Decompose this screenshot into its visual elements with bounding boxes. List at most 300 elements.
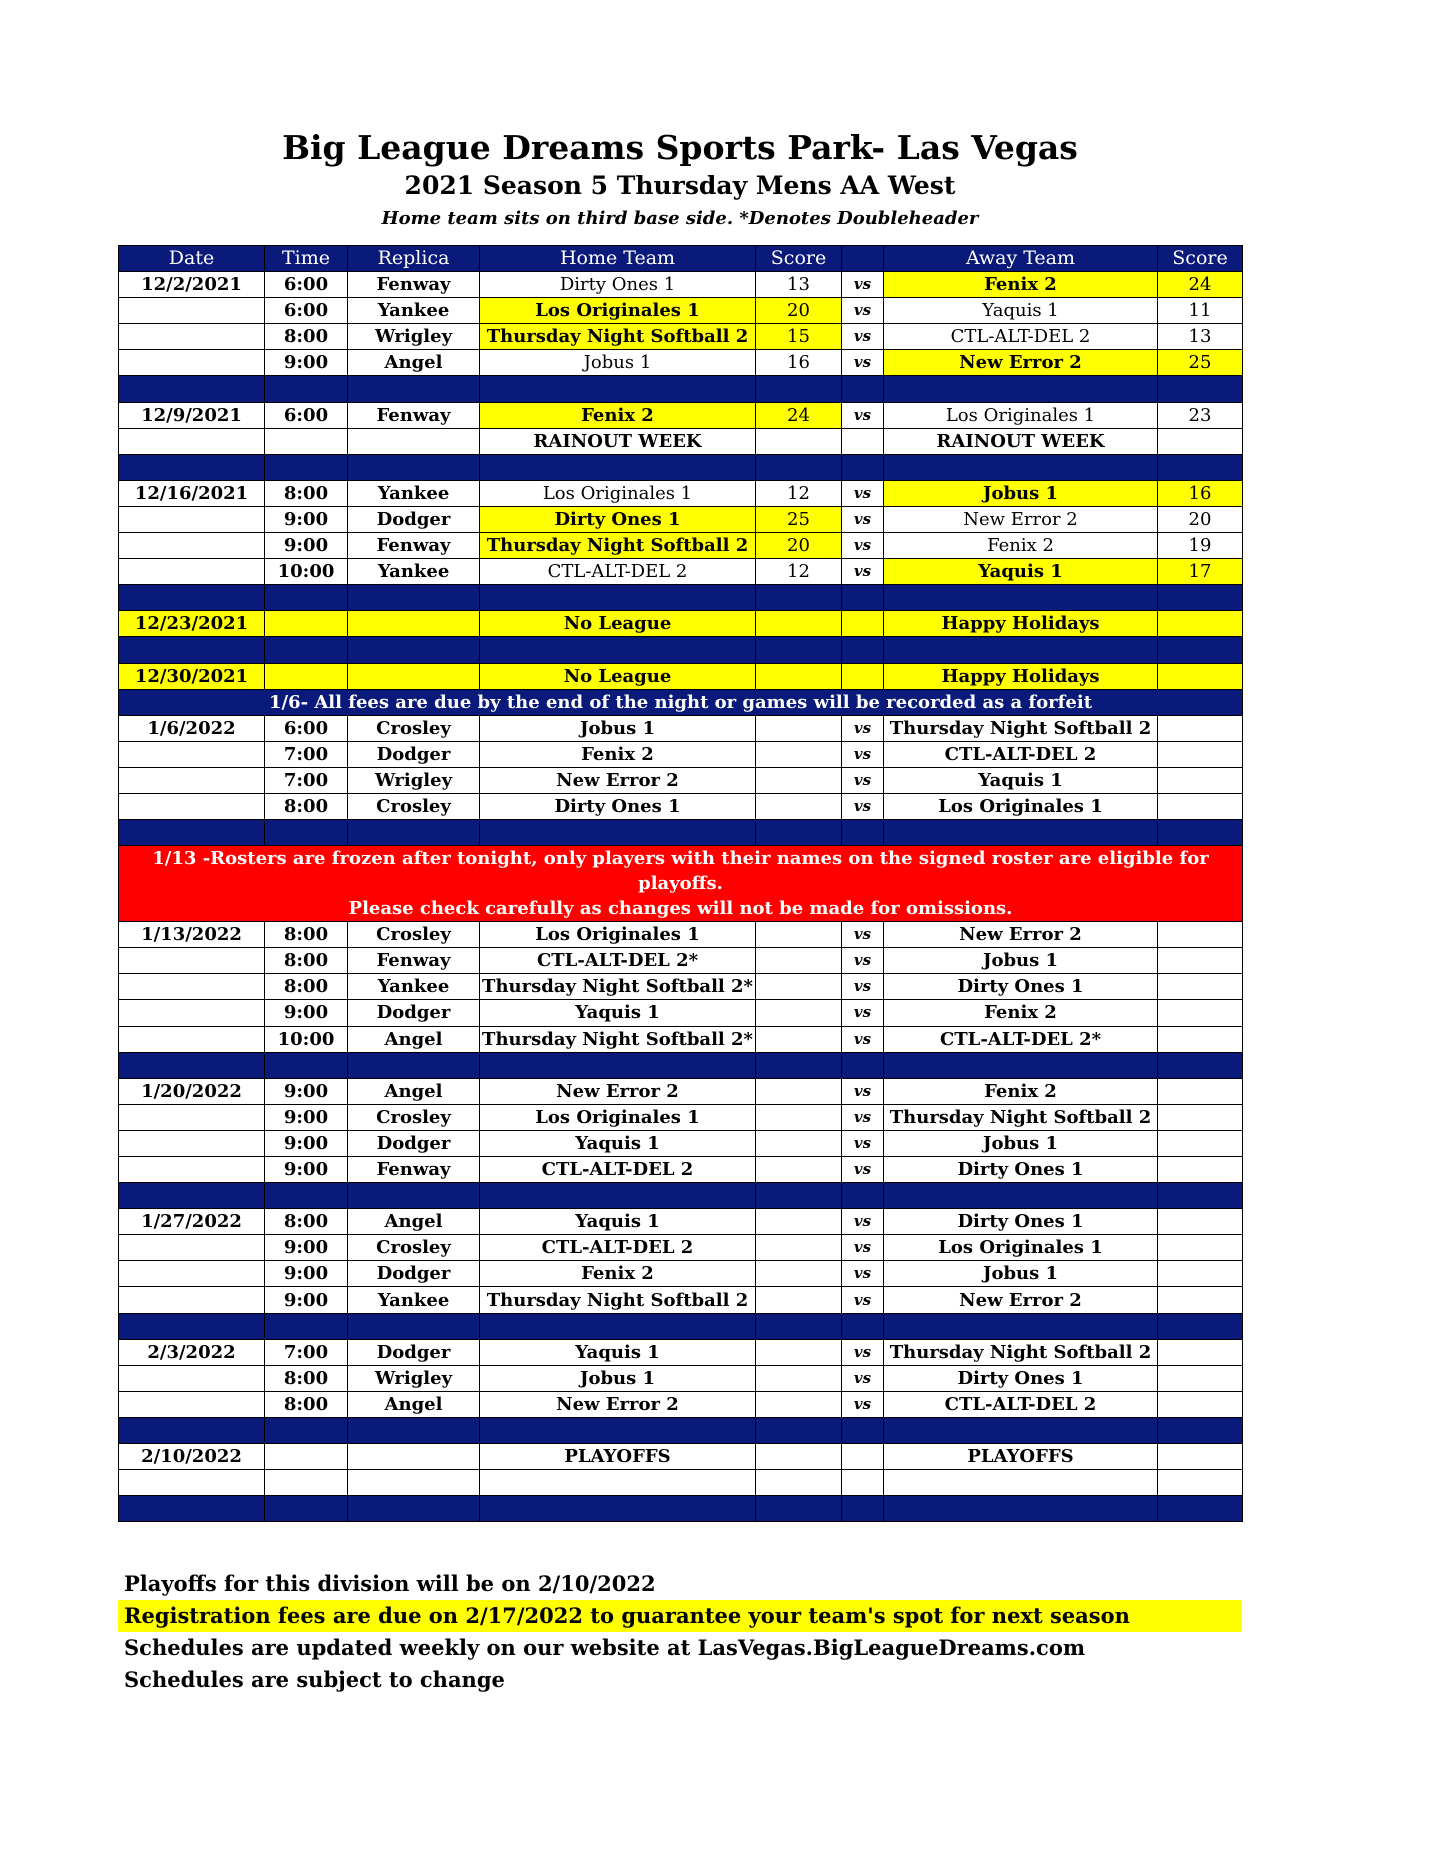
home-team-cell: Jobus 1 — [480, 350, 756, 376]
separator-row — [119, 1313, 1243, 1339]
away-team-cell: Dirty Ones 1 — [884, 1157, 1158, 1183]
time-cell: 8:00 — [265, 793, 348, 819]
vs-cell: vs — [842, 1130, 884, 1156]
home-team-cell: Thursday Night Softball 2* — [480, 974, 756, 1000]
date-cell: 1/20/2022 — [119, 1078, 265, 1104]
home-team-cell: Thursday Night Softball 2 — [480, 533, 756, 559]
separator-cell — [1158, 1313, 1243, 1339]
vs-cell: vs — [842, 1391, 884, 1417]
away-score-cell: 23 — [1158, 402, 1243, 428]
date-cell — [119, 506, 265, 532]
separator-cell — [756, 1183, 842, 1209]
home-score-cell — [756, 974, 842, 1000]
away-team-cell: CTL-ALT-DEL 2 — [884, 741, 1158, 767]
home-score-cell — [756, 1026, 842, 1052]
date-cell — [119, 1261, 265, 1287]
field-cell: Crosley — [348, 922, 480, 948]
date-cell — [119, 974, 265, 1000]
date-cell — [119, 1104, 265, 1130]
away-team-cell: Jobus 1 — [884, 1130, 1158, 1156]
away-score-cell — [1158, 767, 1243, 793]
separator-cell — [480, 376, 756, 402]
field-cell: Wrigley — [348, 1365, 480, 1391]
footer-notes — [118, 1568, 1242, 1696]
date-cell — [119, 350, 265, 376]
date-cell — [119, 533, 265, 559]
date-cell: 12/9/2021 — [119, 402, 265, 428]
time-cell: 9:00 — [265, 506, 348, 532]
away-team-cell: Happy Holidays — [884, 663, 1158, 689]
separator-cell — [265, 454, 348, 480]
away-score-cell — [1158, 1209, 1243, 1235]
away-score-cell — [1158, 1391, 1243, 1417]
separator-cell — [348, 1417, 480, 1443]
home-score-cell: 24 — [756, 402, 842, 428]
time-cell: 6:00 — [265, 402, 348, 428]
vs-cell: vs — [842, 480, 884, 506]
home-score-cell: 12 — [756, 559, 842, 585]
vs-cell: vs — [842, 350, 884, 376]
home-score-cell — [756, 741, 842, 767]
home-team-cell: No League — [480, 611, 756, 637]
game-row — [119, 402, 1243, 428]
date-cell — [119, 324, 265, 350]
date-cell: 12/16/2021 — [119, 480, 265, 506]
date-cell: 2/10/2022 — [119, 1444, 265, 1470]
date-cell: 1/27/2022 — [119, 1209, 265, 1235]
separator-cell — [265, 585, 348, 611]
field-cell — [348, 663, 480, 689]
away-team-cell: New Error 2 — [884, 922, 1158, 948]
holiday-row — [119, 611, 1243, 637]
away-team-cell: Dirty Ones 1 — [884, 1365, 1158, 1391]
separator-cell — [480, 1183, 756, 1209]
game-row — [119, 533, 1243, 559]
away-score-cell: 19 — [1158, 533, 1243, 559]
separator-cell — [842, 585, 884, 611]
date-cell — [119, 1130, 265, 1156]
away-team-cell: CTL-ALT-DEL 2 — [884, 324, 1158, 350]
home-team-cell: Thursday Night Softball 2* — [480, 1026, 756, 1052]
time-cell: 8:00 — [265, 922, 348, 948]
vs-cell — [842, 1470, 884, 1496]
separator-cell — [480, 1052, 756, 1078]
separator-cell — [756, 1052, 842, 1078]
game-row — [119, 428, 1243, 454]
home-team-cell: CTL-ALT-DEL 2* — [480, 948, 756, 974]
separator-cell — [884, 585, 1158, 611]
home-score-cell — [756, 1365, 842, 1391]
vs-cell: vs — [842, 559, 884, 585]
away-score-cell — [1158, 1000, 1243, 1026]
home-team-cell: Dirty Ones 1 — [480, 793, 756, 819]
field-cell: Crosley — [348, 1104, 480, 1130]
game-row — [119, 1365, 1243, 1391]
away-score-cell — [1158, 974, 1243, 1000]
date-cell — [119, 948, 265, 974]
home-score-cell — [756, 948, 842, 974]
field-cell: Fenway — [348, 402, 480, 428]
separator-cell — [756, 1417, 842, 1443]
away-team-cell: CTL-ALT-DEL 2* — [884, 1026, 1158, 1052]
away-score-cell — [1158, 1261, 1243, 1287]
away-score-cell — [1158, 793, 1243, 819]
home-score-cell — [756, 715, 842, 741]
away-score-cell — [1158, 1470, 1243, 1496]
game-row — [119, 922, 1243, 948]
away-score-cell: 17 — [1158, 559, 1243, 585]
away-score-cell — [1158, 1130, 1243, 1156]
separator-cell — [265, 1496, 348, 1522]
game-row — [119, 1130, 1243, 1156]
away-team-cell: Thursday Night Softball 2 — [884, 715, 1158, 741]
away-score-cell — [1158, 1235, 1243, 1261]
separator-row — [119, 454, 1243, 480]
time-cell: 9:00 — [265, 1078, 348, 1104]
time-cell: 8:00 — [265, 1209, 348, 1235]
field-cell: Angel — [348, 1209, 480, 1235]
home-team-cell: Yaquis 1 — [480, 1000, 756, 1026]
home-team-cell: CTL-ALT-DEL 2 — [480, 1157, 756, 1183]
separator-row — [119, 376, 1243, 402]
game-row — [119, 1157, 1243, 1183]
away-score-cell — [1158, 663, 1243, 689]
separator-cell — [842, 1496, 884, 1522]
vs-cell: vs — [842, 298, 884, 324]
field-cell: Dodger — [348, 741, 480, 767]
footer-website-note: Schedules are updated weekly on our website at LasVegas.BigLeagueDreams.com — [124, 1635, 1086, 1660]
separator-cell — [756, 376, 842, 402]
game-row — [119, 480, 1243, 506]
home-score-cell — [756, 1000, 842, 1026]
separator-cell — [348, 585, 480, 611]
time-cell: 9:00 — [265, 1235, 348, 1261]
separator-row — [119, 585, 1243, 611]
separator-cell — [756, 1496, 842, 1522]
game-row — [119, 298, 1243, 324]
time-cell: 8:00 — [265, 1391, 348, 1417]
away-team-cell: Fenix 2 — [884, 1000, 1158, 1026]
separator-cell — [756, 637, 842, 663]
home-score-cell — [756, 1287, 842, 1313]
vs-cell: vs — [842, 715, 884, 741]
separator-cell — [842, 820, 884, 846]
separator-cell — [842, 1417, 884, 1443]
separator-cell — [265, 1313, 348, 1339]
field-cell: Yankee — [348, 559, 480, 585]
away-score-cell — [1158, 1157, 1243, 1183]
away-score-cell — [1158, 428, 1243, 454]
time-cell: 9:00 — [265, 1157, 348, 1183]
separator-cell — [1158, 820, 1243, 846]
vs-cell: vs — [842, 324, 884, 350]
separator-cell — [884, 820, 1158, 846]
time-cell: 6:00 — [265, 715, 348, 741]
field-cell: Yankee — [348, 974, 480, 1000]
vs-cell — [842, 611, 884, 637]
separator-row — [119, 1496, 1243, 1522]
vs-cell — [842, 1444, 884, 1470]
home-team-cell: Dirty Ones 1 — [480, 506, 756, 532]
column-header-home-team: Home Team — [480, 246, 756, 272]
vs-cell: vs — [842, 1235, 884, 1261]
vs-cell: vs — [842, 533, 884, 559]
home-team-cell: Fenix 2 — [480, 402, 756, 428]
home-score-cell: 12 — [756, 480, 842, 506]
home-team-cell — [480, 1470, 756, 1496]
vs-cell: vs — [842, 1026, 884, 1052]
away-score-cell: 25 — [1158, 350, 1243, 376]
separator-cell — [756, 585, 842, 611]
vs-cell: vs — [842, 272, 884, 298]
away-team-cell: Fenix 2 — [884, 533, 1158, 559]
separator-cell — [348, 637, 480, 663]
date-cell: 2/3/2022 — [119, 1339, 265, 1365]
separator-cell — [884, 637, 1158, 663]
separator-cell — [119, 1496, 265, 1522]
game-row — [119, 1026, 1243, 1052]
separator-cell — [265, 1052, 348, 1078]
away-team-cell: CTL-ALT-DEL 2 — [884, 1391, 1158, 1417]
separator-cell — [265, 1183, 348, 1209]
alert-line-1: 1/13 -Rosters are frozen after tonight, only players with their names on the signed roster are eligible for playoffs. — [152, 848, 1209, 895]
field-cell: Crosley — [348, 1235, 480, 1261]
separator-cell — [119, 454, 265, 480]
home-team-cell: Los Originales 1 — [480, 480, 756, 506]
home-team-cell: Thursday Night Softball 2 — [480, 1287, 756, 1313]
home-score-cell — [756, 1339, 842, 1365]
away-team-cell: New Error 2 — [884, 1287, 1158, 1313]
separator-cell — [842, 1313, 884, 1339]
date-cell: 1/6/2022 — [119, 715, 265, 741]
separator-cell — [119, 637, 265, 663]
time-cell: 8:00 — [265, 1365, 348, 1391]
away-team-cell: Yaquis 1 — [884, 767, 1158, 793]
vs-cell: vs — [842, 1339, 884, 1365]
vs-cell: vs — [842, 1209, 884, 1235]
time-cell: 8:00 — [265, 480, 348, 506]
home-team-cell: Yaquis 1 — [480, 1339, 756, 1365]
field-cell: Angel — [348, 1026, 480, 1052]
separator-cell — [884, 1052, 1158, 1078]
time-cell — [265, 1470, 348, 1496]
time-cell — [265, 428, 348, 454]
notice-text: 1/6- All fees are due by the end of the night or games will be recorded as a forfeit — [119, 689, 1243, 715]
schedule-body — [119, 272, 1243, 1522]
header-note: Home team sits on third base side. *Denotes Doubleheader — [381, 208, 979, 229]
away-team-cell: Jobus 1 — [884, 1261, 1158, 1287]
time-cell: 8:00 — [265, 948, 348, 974]
home-score-cell — [756, 793, 842, 819]
separator-cell — [884, 454, 1158, 480]
field-cell: Yankee — [348, 1287, 480, 1313]
time-cell: 8:00 — [265, 324, 348, 350]
away-team-cell: Los Originales 1 — [884, 402, 1158, 428]
field-cell: Yankee — [348, 480, 480, 506]
away-team-cell: Dirty Ones 1 — [884, 1209, 1158, 1235]
time-cell: 6:00 — [265, 272, 348, 298]
away-score-cell — [1158, 1104, 1243, 1130]
field-cell: Dodger — [348, 506, 480, 532]
separator-cell — [480, 1417, 756, 1443]
separator-cell — [1158, 585, 1243, 611]
vs-cell: vs — [842, 948, 884, 974]
separator-cell — [265, 376, 348, 402]
home-score-cell: 15 — [756, 324, 842, 350]
game-row — [119, 350, 1243, 376]
away-score-cell — [1158, 741, 1243, 767]
home-score-cell — [756, 1470, 842, 1496]
home-score-cell — [756, 1078, 842, 1104]
home-team-cell: RAINOUT WEEK — [480, 428, 756, 454]
time-cell: 9:00 — [265, 1287, 348, 1313]
time-cell: 9:00 — [265, 1104, 348, 1130]
separator-cell — [265, 637, 348, 663]
home-team-cell: New Error 2 — [480, 1078, 756, 1104]
game-row — [119, 715, 1243, 741]
separator-cell — [480, 585, 756, 611]
home-team-cell: Jobus 1 — [480, 715, 756, 741]
field-cell: Fenway — [348, 1157, 480, 1183]
date-cell — [119, 1391, 265, 1417]
field-cell: Fenway — [348, 948, 480, 974]
home-team-cell: Los Originales 1 — [480, 922, 756, 948]
field-cell — [348, 611, 480, 637]
separator-cell — [756, 820, 842, 846]
home-team-cell: New Error 2 — [480, 767, 756, 793]
separator-cell — [119, 820, 265, 846]
field-cell: Crosley — [348, 715, 480, 741]
away-score-cell — [1158, 1026, 1243, 1052]
away-team-cell: Los Originales 1 — [884, 793, 1158, 819]
away-score-cell — [1158, 1365, 1243, 1391]
vs-cell: vs — [842, 1000, 884, 1026]
home-score-cell — [756, 922, 842, 948]
home-score-cell — [756, 1444, 842, 1470]
separator-cell — [842, 637, 884, 663]
field-cell: Angel — [348, 1391, 480, 1417]
notice-row — [119, 689, 1243, 715]
field-cell: Fenway — [348, 533, 480, 559]
time-cell: 9:00 — [265, 1130, 348, 1156]
date-cell: 12/23/2021 — [119, 611, 265, 637]
time-cell: 6:00 — [265, 298, 348, 324]
home-score-cell — [756, 1235, 842, 1261]
date-cell: 12/2/2021 — [119, 272, 265, 298]
away-score-cell — [1158, 948, 1243, 974]
game-row — [119, 1444, 1243, 1470]
time-cell — [265, 1444, 348, 1470]
home-score-cell: 25 — [756, 506, 842, 532]
time-cell: 7:00 — [265, 1339, 348, 1365]
separator-cell — [1158, 637, 1243, 663]
away-score-cell — [1158, 715, 1243, 741]
time-cell — [265, 663, 348, 689]
separator-cell — [756, 454, 842, 480]
away-team-cell — [884, 1470, 1158, 1496]
game-row — [119, 767, 1243, 793]
away-team-cell: Thursday Night Softball 2 — [884, 1339, 1158, 1365]
field-cell: Dodger — [348, 1339, 480, 1365]
schedule-table — [118, 245, 1243, 1522]
time-cell: 9:00 — [265, 350, 348, 376]
game-row — [119, 1339, 1243, 1365]
away-score-cell — [1158, 611, 1243, 637]
away-score-cell — [1158, 922, 1243, 948]
field-cell — [348, 1470, 480, 1496]
vs-cell: vs — [842, 1261, 884, 1287]
separator-row — [119, 1183, 1243, 1209]
game-row — [119, 506, 1243, 532]
home-team-cell: Yaquis 1 — [480, 1130, 756, 1156]
date-cell — [119, 1235, 265, 1261]
footer-playoffs-note: Playoffs for this division will be on 2/10/2022 — [124, 1571, 656, 1596]
away-team-cell: Yaquis 1 — [884, 298, 1158, 324]
separator-cell — [119, 1052, 265, 1078]
separator-cell — [884, 1183, 1158, 1209]
separator-row — [119, 637, 1243, 663]
separator-cell — [1158, 1496, 1243, 1522]
time-cell: 7:00 — [265, 741, 348, 767]
home-team-cell: Yaquis 1 — [480, 1209, 756, 1235]
home-team-cell: Thursday Night Softball 2 — [480, 324, 756, 350]
separator-cell — [1158, 376, 1243, 402]
separator-cell — [480, 1313, 756, 1339]
column-header-time: Time — [265, 246, 348, 272]
separator-row — [119, 820, 1243, 846]
separator-cell — [1158, 454, 1243, 480]
field-cell: Crosley — [348, 793, 480, 819]
game-row — [119, 1104, 1243, 1130]
field-cell: Dodger — [348, 1130, 480, 1156]
game-row — [119, 324, 1243, 350]
time-cell: 8:00 — [265, 974, 348, 1000]
away-score-cell: 20 — [1158, 506, 1243, 532]
date-cell — [119, 1365, 265, 1391]
separator-cell — [480, 820, 756, 846]
separator-cell — [842, 454, 884, 480]
alert-cell — [119, 846, 1243, 922]
home-team-cell: CTL-ALT-DEL 2 — [480, 1235, 756, 1261]
away-team-cell: New Error 2 — [884, 506, 1158, 532]
separator-cell — [756, 1313, 842, 1339]
home-score-cell — [756, 428, 842, 454]
home-team-cell: No League — [480, 663, 756, 689]
home-score-cell — [756, 1261, 842, 1287]
away-team-cell: Jobus 1 — [884, 948, 1158, 974]
separator-cell — [348, 376, 480, 402]
game-row — [119, 559, 1243, 585]
vs-cell: vs — [842, 974, 884, 1000]
home-team-cell: New Error 2 — [480, 1391, 756, 1417]
game-row — [119, 1235, 1243, 1261]
separator-cell — [842, 1052, 884, 1078]
time-cell — [265, 611, 348, 637]
alert-row — [119, 846, 1243, 922]
vs-cell — [842, 663, 884, 689]
home-score-cell: 20 — [756, 533, 842, 559]
home-score-cell — [756, 767, 842, 793]
game-row — [119, 948, 1243, 974]
home-score-cell — [756, 1104, 842, 1130]
home-score-cell — [756, 1209, 842, 1235]
vs-cell — [842, 428, 884, 454]
home-team-cell: Los Originales 1 — [480, 1104, 756, 1130]
game-row — [119, 741, 1243, 767]
separator-cell — [842, 376, 884, 402]
separator-cell — [348, 454, 480, 480]
separator-cell — [348, 820, 480, 846]
